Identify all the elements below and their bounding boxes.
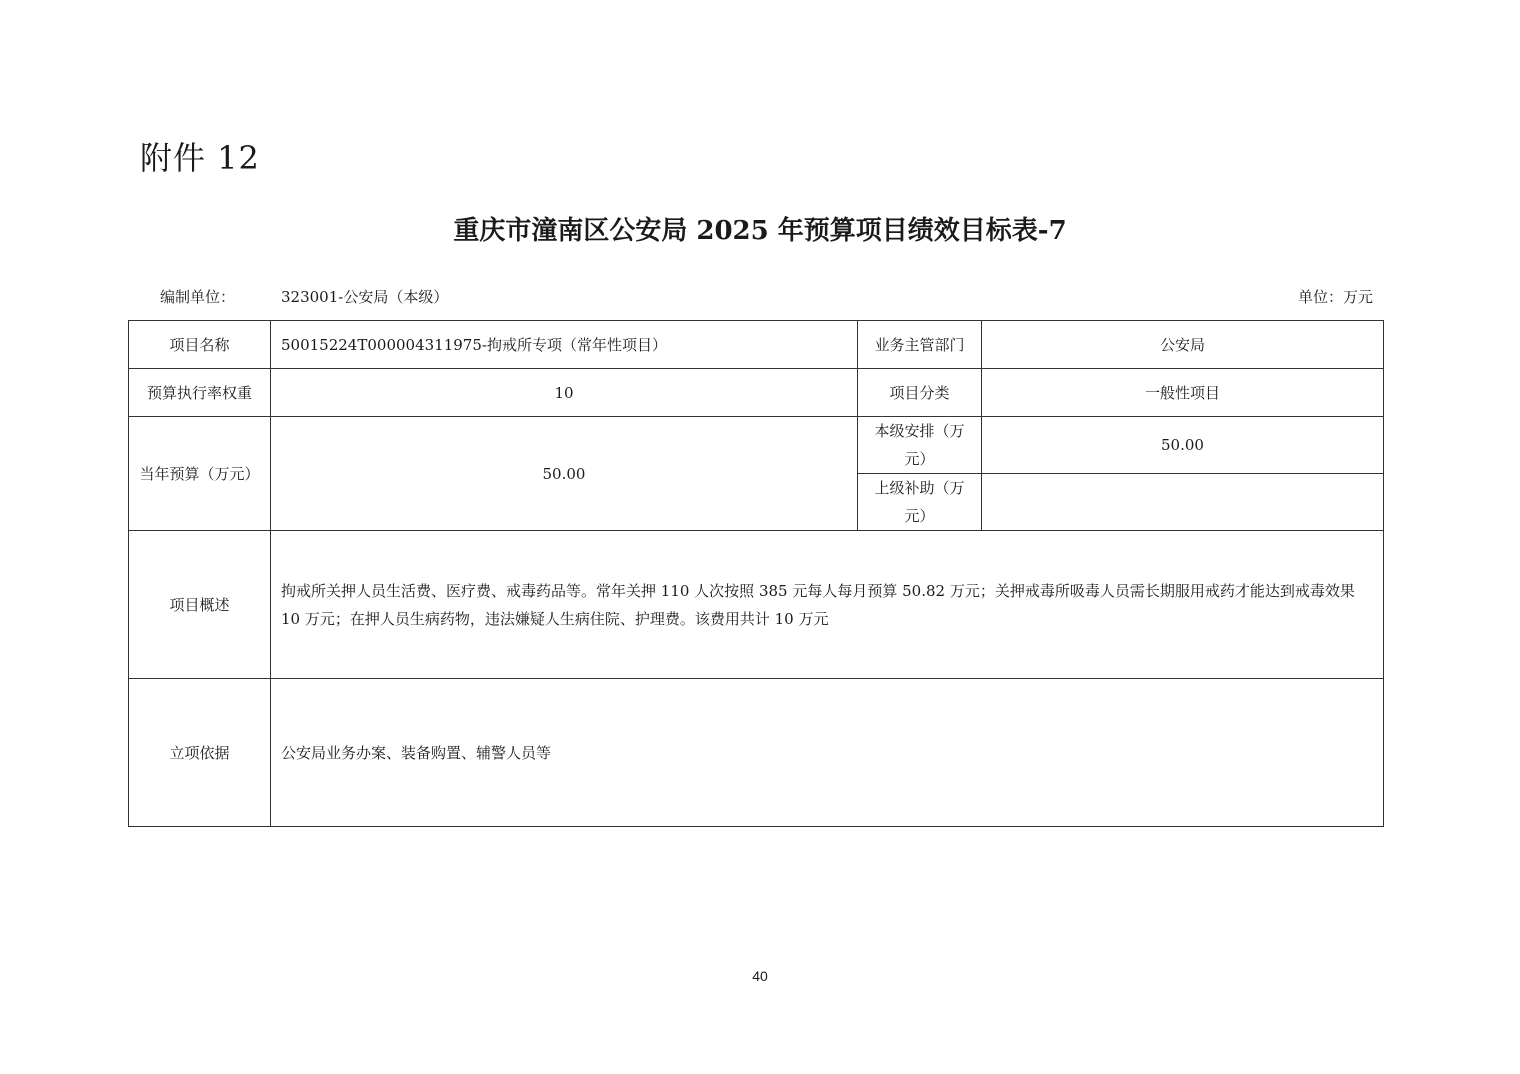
compiling-unit-value: 323001-公安局（本级） xyxy=(281,288,449,306)
currency-unit: 单位：万元 xyxy=(1297,288,1373,306)
department-value: 公安局 xyxy=(982,321,1384,369)
project-overview-label: 项目概述 xyxy=(129,531,271,679)
project-category-value: 一般性项目 xyxy=(982,369,1384,417)
execution-weight-value: 10 xyxy=(271,369,858,417)
table-row xyxy=(129,679,1384,827)
compiling-unit-label: 编制单位： xyxy=(160,288,236,306)
project-name-value: 50015224T000004311975-拘戒所专项（常年性项目） xyxy=(271,321,858,369)
table-row xyxy=(129,321,1384,369)
superior-subsidy-label: 上级补助（万元） xyxy=(858,474,982,531)
table-row xyxy=(129,531,1384,679)
department-label: 业务主管部门 xyxy=(858,321,982,369)
project-category-label: 项目分类 xyxy=(858,369,982,417)
local-arrangement-value: 50.00 xyxy=(982,417,1384,474)
project-basis-label: 立项依据 xyxy=(129,679,271,827)
performance-target-table xyxy=(128,320,1384,827)
page-number: 40 xyxy=(752,968,768,984)
superior-subsidy-value xyxy=(982,474,1384,531)
execution-weight-label: 预算执行率权重 xyxy=(129,369,271,417)
annual-budget-value: 50.00 xyxy=(271,417,858,531)
document-title: 重庆市潼南区公安局 2025 年预算项目绩效目标表-7 xyxy=(453,216,1067,246)
project-overview-text: 拘戒所关押人员生活费、医疗费、戒毒药品等。常年关押 110 人次按照 385 元每人每月预算 50.82 万元；关押戒毒所吸毒人员需长期服用戒药才能达到戒毒效果 10 万元；在押人员生病药物，违法嫌疑人生病住院、护理费。该费用共计 10 万元 xyxy=(271,531,1384,679)
annual-budget-label: 当年预算（万元） xyxy=(129,417,271,531)
project-basis-text: 公安局业务办案、装备购置、辅警人员等 xyxy=(271,679,1384,827)
table-row xyxy=(129,417,1384,474)
local-arrangement-label: 本级安排（万元） xyxy=(858,417,982,474)
project-name-label: 项目名称 xyxy=(129,321,271,369)
table-row xyxy=(129,369,1384,417)
attachment-label: 附件 12 xyxy=(140,139,260,177)
